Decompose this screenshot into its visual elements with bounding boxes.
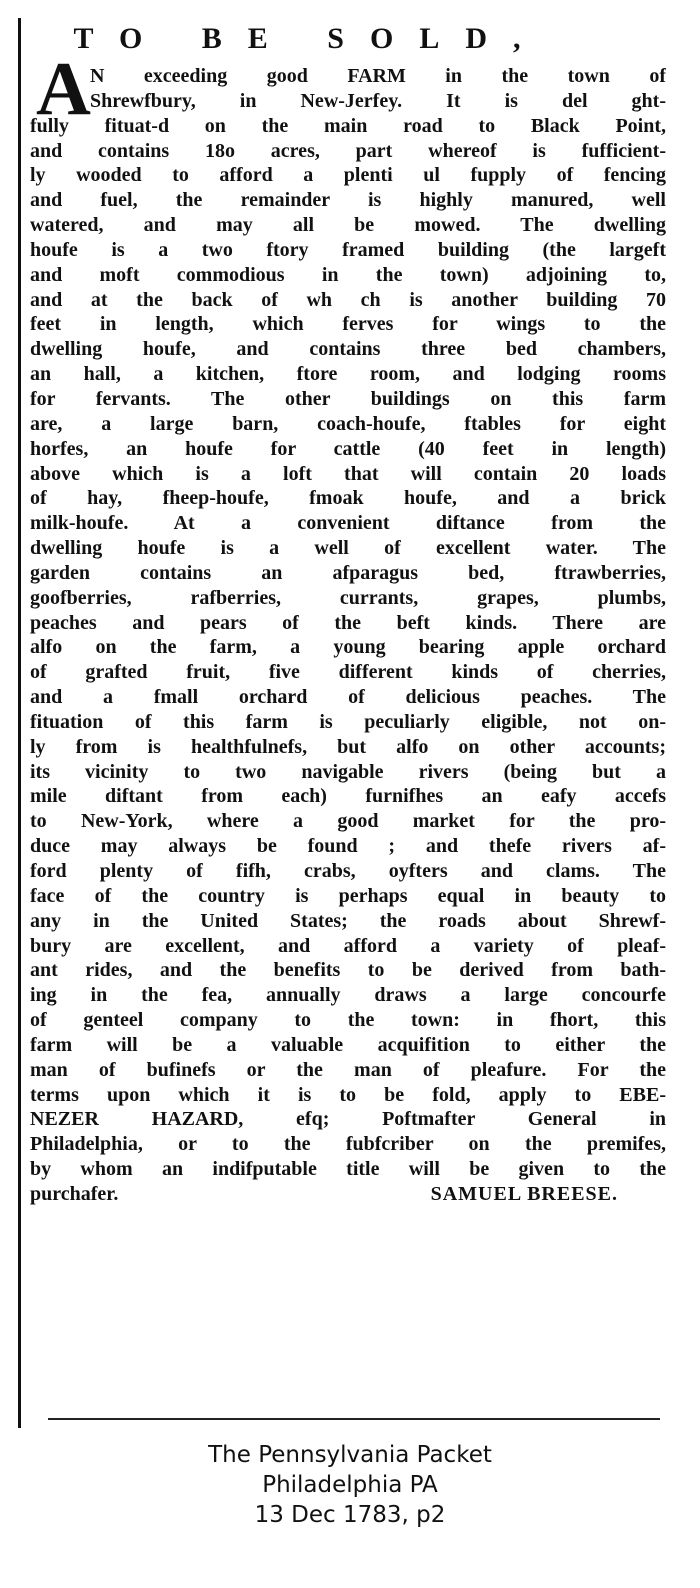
closing-word: purchafer. bbox=[30, 1182, 119, 1205]
text-line: alfo on the farm, a young bearing apple orchard bbox=[30, 636, 666, 659]
text-line: ford plenty of fifh, crabs, oyfters and clams. The bbox=[30, 860, 666, 882]
headline: TO BE SOLD, bbox=[73, 22, 547, 55]
text-line: horfes, an houfe for cattle (40 feet in length) bbox=[30, 437, 666, 460]
signature: SAMUEL BREESE. bbox=[430, 1182, 618, 1205]
text-line: and moft commodious in the town) adjoining to, bbox=[30, 263, 666, 286]
text-line: any in the United States; the roads about Shrewf- bbox=[30, 909, 666, 932]
text-line: of genteel company to the town: in fhort, this bbox=[30, 1009, 666, 1032]
text-line: peaches and pears of the beft kinds. There are bbox=[30, 611, 666, 634]
text-line: duce may always be found ; and thefe rivers af- bbox=[30, 835, 666, 858]
text-line: dwelling houfe, and contains three bed chambers, bbox=[30, 338, 666, 361]
text-line: its vicinity to two navigable rivers (being but a bbox=[30, 760, 666, 783]
text-line: milk-houfe. At a convenient diftance from the bbox=[30, 512, 666, 535]
closing-line bbox=[30, 1182, 666, 1207]
text-line: dwelling houfe is a well of excellent water. The bbox=[30, 537, 666, 560]
text-line: and a fmall orchard of delicious peaches. The bbox=[30, 686, 666, 709]
source-caption bbox=[0, 1440, 700, 1530]
text-line: ly wooded to afford a plenti ul fupply of fencing bbox=[30, 164, 666, 187]
text-line: terms upon which it is to be fold, apply to EBE- bbox=[30, 1083, 666, 1106]
text-line: face of the country is perhaps equal in beauty to bbox=[30, 884, 666, 907]
text-line: ant rides, and the benefits to be derived from bath- bbox=[30, 959, 666, 982]
text-line: by whom an indifputable title will be given to the bbox=[30, 1158, 666, 1181]
text-line: above which is a loft that will contain 20 loads bbox=[30, 462, 666, 485]
caption-publication: The Pennsylvania Packet bbox=[208, 1442, 492, 1468]
text-line: man of bufinefs or the man of pleafure. For the bbox=[30, 1058, 666, 1081]
text-line: goofberries, rafberries, currants, grapes, plumbs, bbox=[30, 586, 666, 609]
text-line: of grafted fruit, five different kinds of cherries, bbox=[30, 661, 666, 684]
text-line: are, a large barn, coach-houfe, ftables for eight bbox=[30, 412, 666, 435]
text-line: and contains 18o acres, part whereof is fufficient- bbox=[30, 139, 666, 162]
text-line: an hall, a kitchen, ftore room, and lodging rooms bbox=[30, 363, 666, 386]
text-line: mile diftant from each) furnifhes an eafy accefs bbox=[30, 785, 666, 808]
text-line: feet in length, which ferves for wings to the bbox=[30, 313, 666, 336]
text-line: and fuel, the remainder is highly manured, well bbox=[30, 189, 666, 212]
text-line: fituation of this farm is peculiarly eligible, not on- bbox=[30, 710, 666, 733]
text-line: Shrewfbury, in New-Jerfey. It is del ght- bbox=[90, 89, 666, 112]
caption-date-page: 13 Dec 1783, p2 bbox=[254, 1502, 446, 1528]
text-line: watered, and may all be mowed. The dwelling bbox=[30, 214, 666, 237]
text-line: garden contains an afparagus bed, ftrawberries, bbox=[30, 561, 666, 584]
text-line: houfe is a two ftory framed building (the largeft bbox=[30, 238, 666, 261]
text-line: to New-York, where a good market for the pro- bbox=[30, 810, 666, 833]
caption-place: Philadelphia PA bbox=[262, 1472, 438, 1498]
text-line: fully fituat-d on the main road to Black Point, bbox=[30, 114, 666, 137]
text-line: ing in the fea, annually draws a large concourfe bbox=[30, 984, 666, 1007]
text-line: and at the back of wh ch is another building 70 bbox=[30, 288, 666, 311]
text-line: Philadelphia, or to the fubfcriber on the premifes, bbox=[30, 1133, 666, 1156]
text-line: bury are excellent, and afford a variety of pleaf- bbox=[30, 934, 666, 957]
text-line: ly from is healthfulnefs, but alfo on other accounts; bbox=[30, 735, 666, 758]
text-line: for fervants. The other buildings on this farm bbox=[30, 387, 666, 410]
text-line: N exceeding good FARM in the town of bbox=[90, 65, 666, 87]
text-line: farm will be a valuable acquifition to either the bbox=[30, 1033, 666, 1056]
advertisement-body bbox=[30, 64, 666, 1404]
drop-cap: A bbox=[36, 47, 91, 131]
bottom-rule bbox=[48, 1418, 660, 1420]
text-line: of hay, fheep-houfe, fmoak houfe, and a brick bbox=[30, 487, 666, 510]
text-line: NEZER HAZARD, efq; Poftmafter General in bbox=[30, 1108, 666, 1131]
